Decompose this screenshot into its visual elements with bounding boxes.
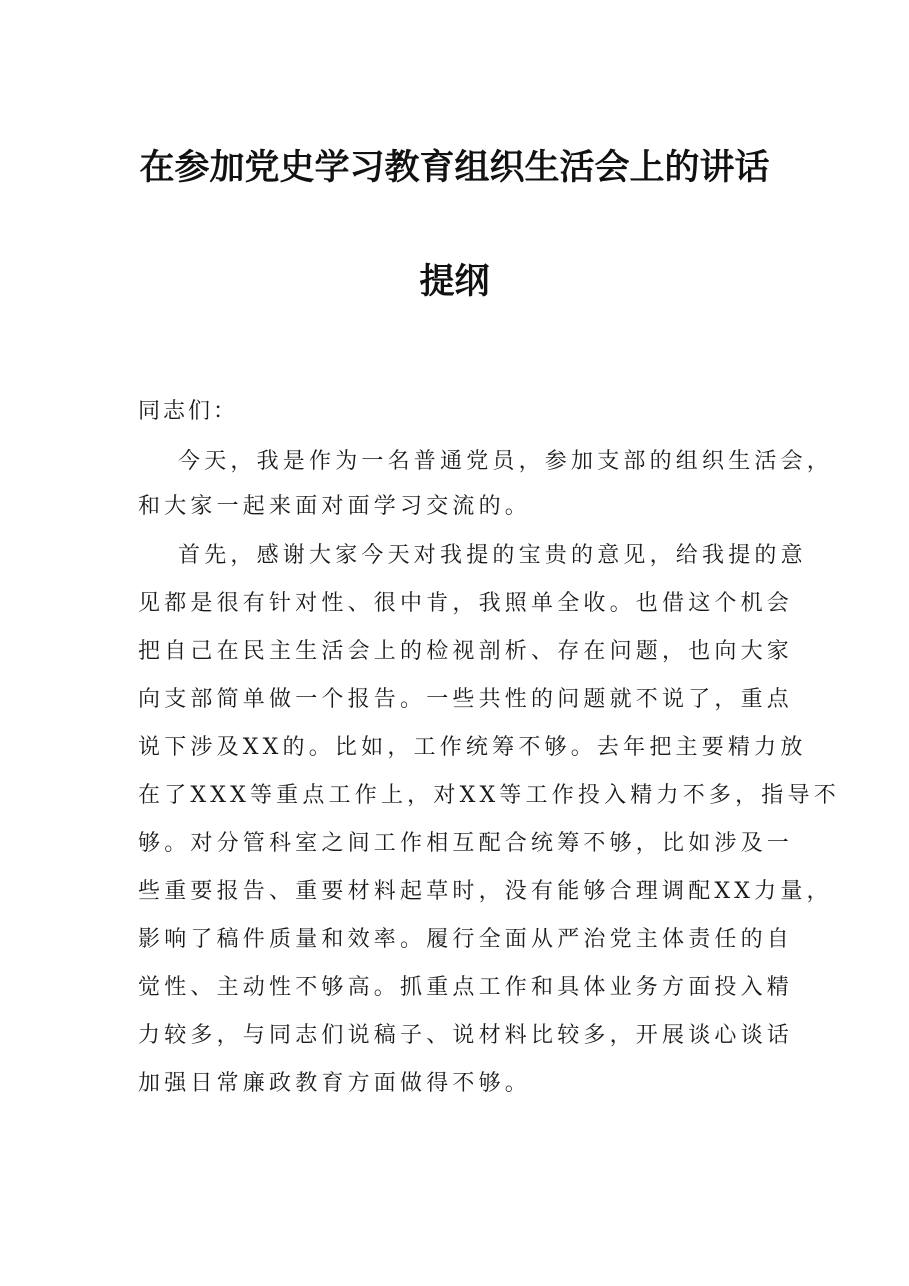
paragraph-2-line-1: 首先，感谢大家今天对我提的宝贵的意见，给我提的意 — [178, 543, 807, 568]
paragraph-1-line-2: 和大家一起来面对面学习交流的。 — [138, 494, 532, 519]
paragraph-2-line-9: 影响了稿件质量和效率。履行全面从严治党主体责任的自 — [138, 927, 794, 952]
document-title-line-2: 提纲 — [419, 261, 490, 302]
document-title-line-1: 在参加党史学习教育组织生活会上的讲话 — [139, 147, 770, 188]
paragraph-2-line-3: 把自己在民主生活会上的检视剖析、存在问题，也向大家 — [138, 639, 794, 664]
paragraph-1-line-1: 今天，我是作为一名普通党员，参加支部的组织生活会， — [178, 449, 834, 474]
paragraph-2-line-6: 在了XXX等重点工作上，对XX等工作投入精力不多，指导不 — [138, 783, 840, 808]
salutation: 同志们： — [138, 399, 239, 424]
paragraph-2-line-2: 见都是很有针对性、很中肯，我照单全收。也借这个机会 — [138, 591, 794, 616]
paragraph-2-line-7: 够。对分管科室之间工作相互配合统筹不够，比如涉及一 — [138, 831, 794, 856]
paragraph-2-line-5: 说下涉及XX的。比如，工作统筹不够。去年把主要精力放 — [138, 735, 807, 760]
paragraph-2-line-11: 力较多，与同志们说稿子、说材料比较多，开展谈心谈话 — [138, 1023, 794, 1048]
paragraph-2-line-10: 觉性、主动性不够高。抓重点工作和具体业务方面投入精 — [138, 975, 794, 1000]
paragraph-2-line-8: 些重要报告、重要材料起草时，没有能够合理调配XX力量， — [138, 879, 833, 904]
paragraph-2-line-12: 加强日常廉政教育方面做得不够。 — [138, 1071, 532, 1096]
paragraph-2-line-4: 向支部简单做一个报告。一些共性的问题就不说了，重点 — [138, 687, 794, 712]
